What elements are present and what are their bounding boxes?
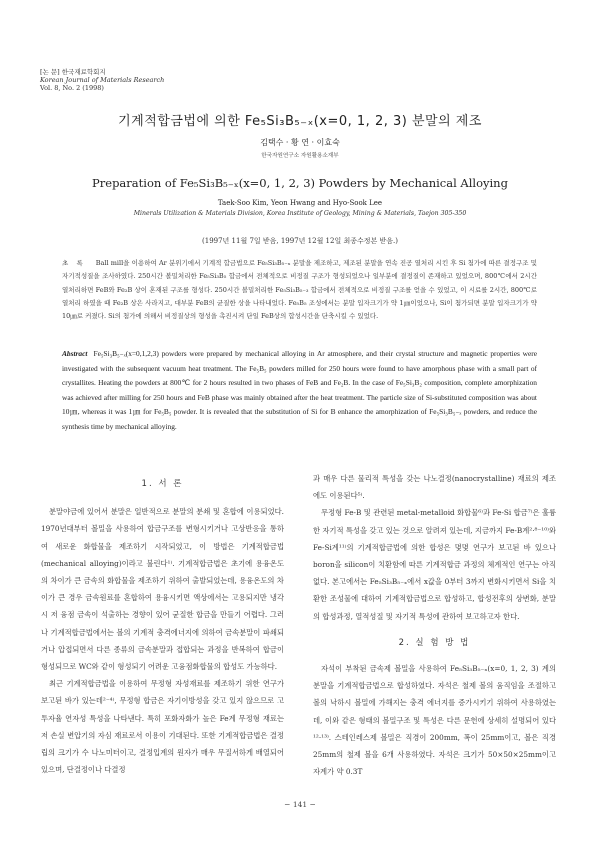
left-column — [41, 470, 284, 778]
paragraph: 무정형 Fe-B 및 관련된 metal-metalloid 화합물⁶⁾과 Fe-Si 합금⁷⁾은 훌륭한 자기적 특성을 갖고 있는 것으로 알려져 있는데, 지금까지 Fe-B계²·⁸⁻¹⁰⁾와 Fe-Si계¹¹⁾의 기계적합금법에 의한 합성은 몇몇 연구가 보고된 바 있으나 boron을 silicon이 치환함에 따른 기계적합금 과정의 체계적인 연구는 아직 없다. 본고에서는 Fe₅Si₃B₅₋ₓ에서 x값을 0부터 3까지 변화시키면서 Si을 치환한 조성물에 대하여 기계적합금법으로 합성하고, 합성전후의 상변화, 분말의 합성과정, 열적성질 및 자기적 특성에 관하여 보고하고자 한다. — [313, 508, 556, 621]
korean-abstract-label: 초 록 — [62, 259, 86, 267]
section-heading-introduction: 1. 서 론 — [141, 479, 184, 489]
english-abstract-label: Abstract — [62, 349, 88, 358]
paragraph: 과 매우 다른 물리적 특성을 갖는 나노결정(nanocrystalline) 재료의 제조에도 이용된다⁵⁾. — [313, 474, 556, 501]
english-affiliation: Minerals Utilization & Materials Division, Korea Institute of Geology, Mining & Materials, Taejon 305-350 — [133, 210, 467, 217]
right-column — [313, 470, 556, 780]
journal-header-line2: Korean Journal of Materials Research — [40, 76, 165, 84]
korean-title: 기계적합금법에 의한 Fe₅Si₃B₅₋ₓ(x=0, 1, 2, 3) 분말의 제조 — [118, 114, 482, 129]
paragraph: 분말야금에 있어서 분말은 일반적으로 분말의 분쇄 및 혼합에 이용되었다. 1970년대부터 볼밀을 사용하여 합금구조를 변형시키거나 고상반응을 통하여 새로운 화합물을 제조하기 시작되었고, 이 방법은 기계적합금법(mechanical alloying)이라고 불린다¹⁾. 기계적합금법은 초기에 용융온도의 차이가 큰 금속의 화합물을 제조하기 위하여 출발되었는데, 용융온도의 차이가 큰 경우 금속원료를 혼합하여 용융시키면 액상에서는 고용되지만 냉각시 저 융점 금속이 석출하는 경향이 있어 균질한 합금을 만들기 어렵다. 그러나 기계적합금법에서는 볼의 기계적 충격에너지에 의하여 금속분말이 파쇄되거나 압접되면서 다른 종류의 금속분말과 접합되는 과정을 반복하여 합금이 형성되므로 WC와 같이 형성되기 어려운 고융점화합물의 합성도 가능하다. — [41, 507, 284, 672]
english-title: Preparation of Fe₅Si₃B₅₋ₓ(x=0, 1, 2, 3) Powders by Mechanical Alloying — [92, 176, 508, 190]
korean-abstract-text: Ball mill을 이용하여 Ar 분위기에서 기계적 합금법으로 Fe₅Si₃B₅₋ₓ 분말을 제조하고, 제조된 분말을 연속 진공 열처리 시킨 후 Si 첨가에 따른 결정구조 및 자기적성질을 조사하였다. 250시간 볼밀처리한 Fe₅Si₃B₅ 합금에서 전체적으로 비정질 구조가 형성되었으나 일부분에 결정질이 존재하고 있었으며, 800℃에서 2시간 열처리하면 FeB와 Fe₂B 상이 혼재된 구조를 형성다. 250시간 볼밀처리한 Fe₅Si₃B₅₋₃ 합금에서 전체적으로 비정질 구조를 얻을 수 있었고, 이 시료를 2시간, 800℃로 열처리 하였을 때 Fe₂B 상은 사라지고, 대부분 FeB의 균질한 상을 나타내었다. Fe₅B₅ 조성에서는 분말 입자크기가 약 1㎛이었으나, Si이 첨가되면 분말 입자크기가 약 10㎛로 커졌다. Si의 첨가에 의해서 비정질상의 형성을 촉진시켜 단일 FeB상의 합성시간을 단축시킬 수 있었다. — [62, 259, 538, 321]
paragraph: 최근 기계적합금법을 이용하여 무정형 자성재료를 제조하기 위한 연구가 보고된 바가 있는데²⁻⁴⁾, 무정형 합금은 자기이방성을 갖고 있지 않으므로 고투자율 연자성 특성을 나타낸다. 특히 포화자화가 높은 Fe계 무정형 재료는 저 손실 변압기의 자심 재료로서 이용이 기대된다. 또한 기계적합금법은 결정립의 크기가 수 나노미터이고, 결정입계의 원자가 매우 무질서하게 배열되어 있으며, 단결정이나 다결정 — [41, 679, 284, 775]
korean-authors: 김택수 · 황 연 · 이효숙 — [260, 138, 340, 147]
journal-header-line3: Vol. 8, No. 2 (1998) — [40, 84, 104, 92]
english-abstract — [62, 347, 537, 435]
paragraph: 자석이 부착된 금속제 볼밀을 사용하여 Fe₅Si₃B₅₋ₓ(x=0, 1, 2, 3) 계의 분말을 기계적합금법으로 합성하였다. 자석은 철제 볼의 움직임을 조절하고 볼의 낙하시 볼밀에 가해지는 충격 에너지를 증가시키기 위하여 사용하였는데, 이와 같은 형태의 볼밀구조 및 특성은 다른 문헌에 상세히 설명되어 있다¹²·¹³⁾. 스테인레스제 볼밀은 직경이 200mm, 폭이 25mm이고, 볼은 직경 25mm의 철제 볼을 6개 사용하였다. 자석은 크기가 50×50×25mm이고 자계가 약 0.3T — [313, 664, 556, 777]
journal-header-line1: [논 문] 한국재료학회지 — [40, 68, 106, 76]
korean-abstract — [62, 257, 537, 323]
page-number: − 141 − — [284, 800, 316, 809]
section-heading-methods: 2. 실 험 방 법 — [398, 637, 471, 648]
english-authors: Taek-Soo Kim, Yeon Hwang and Hyo-Sook Lee — [217, 199, 383, 207]
korean-affiliation: 한국자원연구소 자원활용소재부 — [261, 153, 339, 159]
journal-header — [40, 68, 164, 92]
received-dates: (1997년 11월 7일 받음, 1997년 12월 12일 최종수정본 받음.) — [202, 237, 398, 245]
english-abstract-text: Fe₅Si₃B₅₋ₓ(x=0,1,2,3) powders were prepared by mechanical alloying in Ar atmosphere, and their crystal structure and magnetic properties were investigated with the subsequent vacuum heat treatment. The Fe₅B₅ powders milled for 250 hours were found to have amorphous phase with a small part of crystallites. Heating the powders at 800℃ for 2 hours resulted in two phases of FeB and Fe₂B. In the case of Fe₅Si₃B₂ composition, complete amorphization was achieved after milling for 250 hours and FeB phase was mainly obtained after the heat treatment. The particle size of Si-substituted composition was about 10㎛, whereas it was 1㎛ for Fe₅B₅ powder. It is revealed that the substitution of Si for B enhance the amorphization of Fe₅Si₃B₅₋ₓ powders, and reduce the synthesis time by mechanical alloying. — [62, 349, 537, 431]
